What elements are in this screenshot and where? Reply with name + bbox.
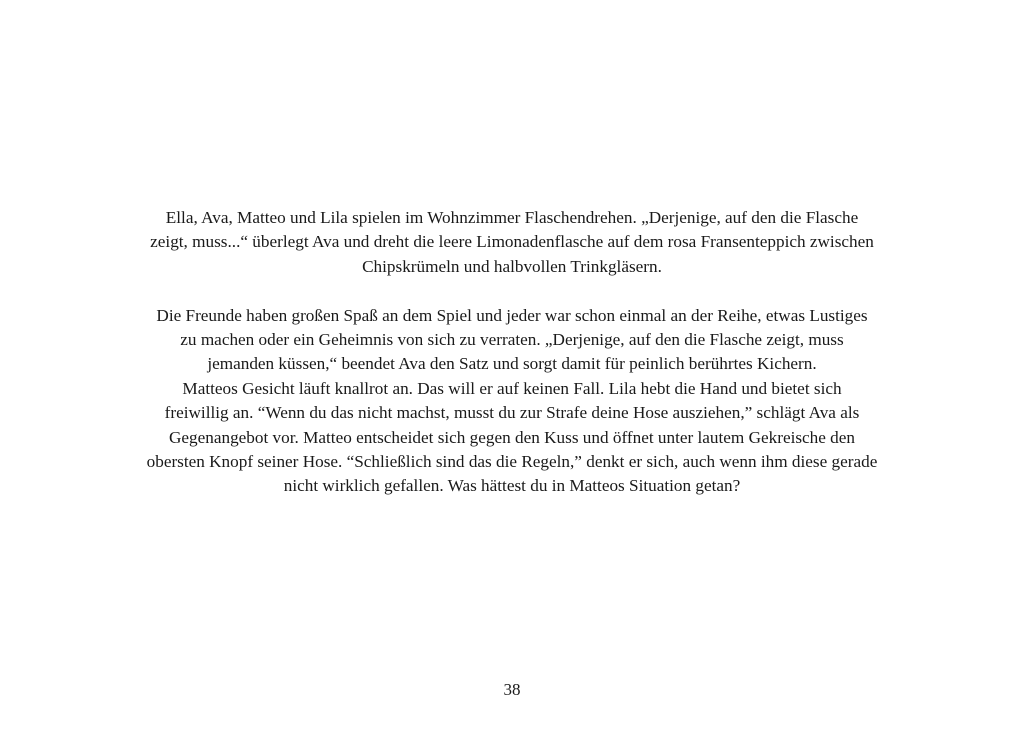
paragraph-1: Ella, Ava, Matteo und Lila spielen im Wohnzimmer Flaschendrehen. „Derjenige, auf den die Flasche zeigt, muss...“ überlegt Ava und dreht die leere Limonadenflasche auf dem rosa Fransenteppich zwischen Chipskrümeln und halbvollen Trinkgläsern. bbox=[150, 208, 874, 276]
story-text bbox=[80, 206, 944, 499]
paragraph-2: Die Freunde haben großen Spaß an dem Spiel und jeder war schon einmal an der Reihe, etwas Lustiges zu machen oder ein Geheimnis von sich zu verraten. „Derjenige, auf den die Flasche zeigt, muss jemanden küssen,“ beendet Ava den Satz und sorgt damit für peinlich berührtes Kichern. Matteos Gesicht läuft knallrot an. Das will er auf keinen Fall. Lila hebt die Hand und bietet sich freiwillig an. “Wenn du das nicht machst, musst du zur Strafe deine Hose ausziehen,” schlägt Ava als Gegenangebot vor. Matteo entscheidet sich gegen den Kuss und öffnet unter lautem Gekreische den obersten Knopf seiner Hose. “Schließlich sind das die Regeln,” denkt er sich, auch wenn ihm diese gerade nicht wirklich gefallen. Was hättest du in Matteos Situation getan? bbox=[146, 305, 878, 496]
page-number: 38 bbox=[503, 680, 521, 699]
